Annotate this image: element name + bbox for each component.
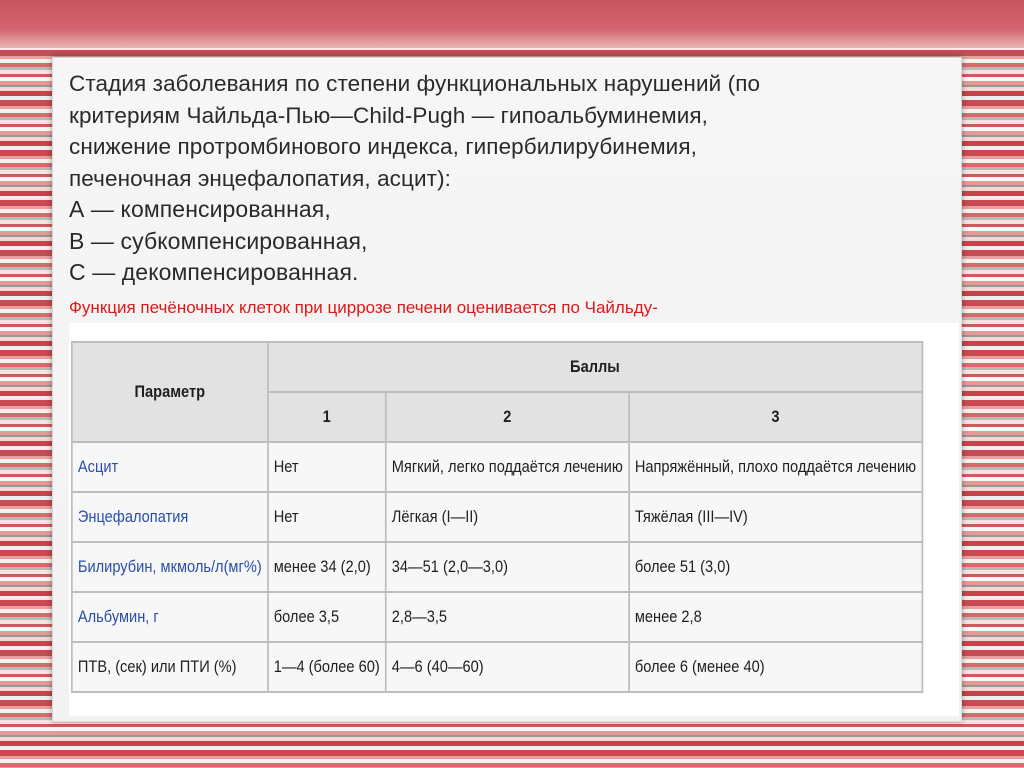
- table-row: [72, 642, 922, 692]
- table-row: [72, 592, 922, 642]
- table-header-row: [72, 342, 922, 392]
- text-line: критериям Чайльда-Пью—Child-Pugh — гипоальбуминемия,: [69, 102, 709, 128]
- header-scores: Баллы: [268, 342, 922, 392]
- header-score-3: 3: [629, 392, 922, 442]
- child-pugh-table-image: [69, 323, 959, 716]
- table-cell: более 6 (менее 40): [629, 642, 922, 692]
- stage-a: А — компенсированная,: [69, 196, 331, 222]
- param-bilirubin-link[interactable]: Билирубин, мкмоль/л(мг%): [72, 542, 268, 592]
- header-score-2: 2: [386, 392, 629, 442]
- table-cell: менее 2,8: [629, 592, 922, 642]
- stage-c: С — декомпенсированная.: [69, 259, 359, 285]
- param-ptv: ПТВ, (сек) или ПТИ (%): [72, 642, 268, 692]
- table-cell: 1—4 (более 60): [268, 642, 386, 692]
- table-cell: Напряжённый, плохо поддаётся лечению: [629, 442, 922, 492]
- slide-text: [69, 68, 949, 289]
- text-line: Стадия заболевания по степени функциональных нарушений (по: [69, 71, 761, 96]
- table-cell: более 3,5: [268, 592, 386, 642]
- header-param: Параметр: [72, 342, 268, 442]
- slide-panel: [52, 57, 962, 722]
- table-cell: Нет: [268, 492, 386, 542]
- table-row: [72, 492, 922, 542]
- text-line: снижение протромбинового индекса, гипербилирубинемия,: [69, 134, 697, 159]
- decorative-top-band: [0, 0, 1024, 48]
- table-row: [72, 542, 922, 592]
- param-albumin-link[interactable]: Альбумин, г: [72, 592, 268, 642]
- table-row: [72, 442, 922, 492]
- table-cell: Нет: [268, 442, 386, 492]
- table-cell: более 51 (3,0): [629, 542, 922, 592]
- table-cell: Лёгкая (I—II): [386, 492, 629, 542]
- header-score-1: 1: [268, 392, 386, 442]
- table-cell: Тяжёлая (III—IV): [629, 492, 922, 542]
- param-encephalopathy-link[interactable]: Энцефалопатия: [72, 492, 268, 542]
- child-pugh-table: [71, 341, 923, 693]
- table-cell: Мягкий, легко поддаётся лечению: [386, 442, 629, 492]
- red-note: Функция печёночных клеток при циррозе печени оценивается по Чайльду-: [69, 298, 658, 317]
- param-ascites-link[interactable]: Асцит: [72, 442, 268, 492]
- table-cell: менее 34 (2,0): [268, 542, 386, 592]
- text-line: печеночная энцефалопатия, асцит):: [69, 165, 452, 191]
- table-cell: 4—6 (40—60): [386, 642, 629, 692]
- stage-b: В — субкомпенсированная,: [69, 227, 368, 254]
- table-cell: 34—51 (2,0—3,0): [386, 542, 629, 592]
- table-cell: 2,8—3,5: [386, 592, 629, 642]
